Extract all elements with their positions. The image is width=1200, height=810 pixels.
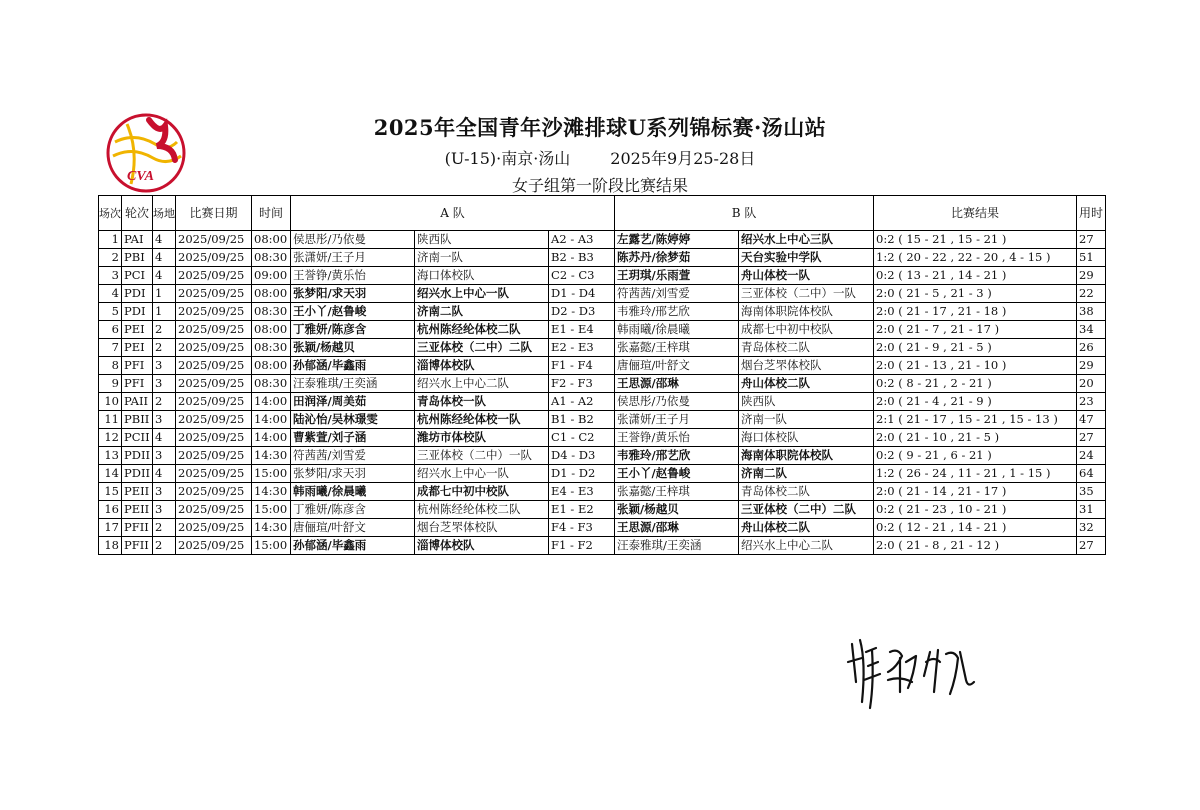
cell-team-a-name: 绍兴水上中心一队	[415, 285, 549, 303]
cell-team-a-name: 三亚体校（二中）一队	[415, 447, 549, 465]
cell-group-codes: A2 - A3	[549, 231, 615, 249]
cell-duration: 22	[1077, 285, 1106, 303]
cell-duration: 24	[1077, 447, 1106, 465]
cell-result: 1:2 ( 26 - 24 , 11 - 21 , 1 - 15 )	[874, 465, 1077, 483]
cell-court: 2	[153, 519, 176, 537]
cell-round: PBII	[122, 411, 153, 429]
logo-text: CVA	[127, 169, 154, 184]
cell-duration: 27	[1077, 429, 1106, 447]
cell-date: 2025/09/25	[176, 447, 252, 465]
cell-round: PEII	[122, 501, 153, 519]
cell-date: 2025/09/25	[176, 375, 252, 393]
col-date-header: 比赛日期	[176, 196, 252, 231]
table-row	[99, 483, 1106, 501]
cell-match-no: 2	[99, 249, 122, 267]
cell-group-codes: F1 - F2	[549, 537, 615, 555]
cell-date: 2025/09/25	[176, 483, 252, 501]
cell-duration: 20	[1077, 375, 1106, 393]
cell-group-codes: D1 - D4	[549, 285, 615, 303]
cell-court: 4	[153, 429, 176, 447]
cell-court: 1	[153, 285, 176, 303]
table-row	[99, 357, 1106, 375]
cell-duration: 34	[1077, 321, 1106, 339]
cell-duration: 27	[1077, 537, 1106, 555]
cell-team-b-name: 济南一队	[739, 411, 874, 429]
cell-team-a-players: 张梦阳/求天羽	[291, 285, 415, 303]
cell-team-b-players: 张嘉懿/王梓琪	[615, 483, 739, 501]
cell-result: 2:0 ( 21 - 10 , 21 - 5 )	[874, 429, 1077, 447]
table-row	[99, 321, 1106, 339]
table-row	[99, 267, 1106, 285]
cell-team-b-name: 舟山体校一队	[739, 267, 874, 285]
cell-group-codes: F1 - F4	[549, 357, 615, 375]
cell-time: 15:00	[252, 501, 291, 519]
cell-round: PAII	[122, 393, 153, 411]
cell-round: PDI	[122, 303, 153, 321]
col-duration-header: 用时	[1077, 196, 1106, 231]
cell-court: 2	[153, 393, 176, 411]
cell-team-a-players: 孙郁涵/毕鑫雨	[291, 537, 415, 555]
cell-match-no: 5	[99, 303, 122, 321]
cell-time: 08:30	[252, 375, 291, 393]
table-row	[99, 231, 1106, 249]
cell-team-a-name: 成都七中初中校队	[415, 483, 549, 501]
cell-round: PFI	[122, 375, 153, 393]
cell-result: 2:0 ( 21 - 13 , 21 - 10 )	[874, 357, 1077, 375]
cell-date: 2025/09/25	[176, 231, 252, 249]
cell-team-a-name: 杭州陈经纶体校二队	[415, 321, 549, 339]
cell-round: PAI	[122, 231, 153, 249]
cell-team-a-players: 孙郁涵/毕鑫雨	[291, 357, 415, 375]
cell-result: 0:2 ( 9 - 21 , 6 - 21 )	[874, 447, 1077, 465]
cell-time: 08:30	[252, 249, 291, 267]
cell-team-b-name: 三亚体校（二中）一队	[739, 285, 874, 303]
table-row	[99, 285, 1106, 303]
cell-date: 2025/09/25	[176, 411, 252, 429]
cell-team-a-name: 陕西队	[415, 231, 549, 249]
cell-round: PEI	[122, 339, 153, 357]
cell-result: 2:0 ( 21 - 4 , 21 - 9 )	[874, 393, 1077, 411]
cell-court: 3	[153, 357, 176, 375]
table-row	[99, 249, 1106, 267]
cell-date: 2025/09/25	[176, 429, 252, 447]
cell-duration: 51	[1077, 249, 1106, 267]
cell-duration: 27	[1077, 231, 1106, 249]
cell-duration: 26	[1077, 339, 1106, 357]
cell-court: 2	[153, 321, 176, 339]
cell-team-b-players: 王思源/邵琳	[615, 375, 739, 393]
table-row	[99, 537, 1106, 555]
cell-result: 0:2 ( 15 - 21 , 15 - 21 )	[874, 231, 1077, 249]
cell-group-codes: E1 - E2	[549, 501, 615, 519]
cell-team-b-name: 陕西队	[739, 393, 874, 411]
cell-date: 2025/09/25	[176, 357, 252, 375]
cell-result: 0:2 ( 13 - 21 , 14 - 21 )	[874, 267, 1077, 285]
cell-team-a-players: 侯思彤/乃依曼	[291, 231, 415, 249]
cell-duration: 31	[1077, 501, 1106, 519]
cell-time: 08:00	[252, 231, 291, 249]
cell-round: PCII	[122, 429, 153, 447]
cell-match-no: 3	[99, 267, 122, 285]
cell-team-a-name: 烟台芝罘体校队	[415, 519, 549, 537]
cell-group-codes: B1 - B2	[549, 411, 615, 429]
cell-group-codes: D1 - D2	[549, 465, 615, 483]
table-row	[99, 393, 1106, 411]
cell-team-b-name: 青岛体校二队	[739, 483, 874, 501]
cell-match-no: 9	[99, 375, 122, 393]
cell-team-b-players: 张潇妍/王子月	[615, 411, 739, 429]
cell-team-a-name: 杭州陈经纶体校一队	[415, 411, 549, 429]
cell-duration: 29	[1077, 267, 1106, 285]
section-title: 女子组第一阶段比赛结果	[511, 176, 688, 195]
cell-result: 2:1 ( 21 - 17 , 15 - 21 , 15 - 13 )	[874, 411, 1077, 429]
cell-time: 14:30	[252, 519, 291, 537]
cell-team-b-name: 成都七中初中校队	[739, 321, 874, 339]
cell-court: 3	[153, 483, 176, 501]
cell-match-no: 7	[99, 339, 122, 357]
cell-time: 09:00	[252, 267, 291, 285]
cell-team-a-name: 杭州陈经纶体校二队	[415, 501, 549, 519]
cell-match-no: 13	[99, 447, 122, 465]
cell-time: 08:30	[252, 303, 291, 321]
cell-date: 2025/09/25	[176, 285, 252, 303]
cell-team-b-name: 烟台芝罘体校队	[739, 357, 874, 375]
table-header-row	[99, 196, 1106, 231]
cell-group-codes: E2 - E3	[549, 339, 615, 357]
cell-round: PDII	[122, 447, 153, 465]
cell-team-b-players: 汪泰雅琪/王奕涵	[615, 537, 739, 555]
cell-match-no: 17	[99, 519, 122, 537]
cell-court: 4	[153, 267, 176, 285]
cell-date: 2025/09/25	[176, 321, 252, 339]
cell-team-b-players: 王思源/邵琳	[615, 519, 739, 537]
cell-duration: 23	[1077, 393, 1106, 411]
cell-time: 14:00	[252, 429, 291, 447]
cell-result: 2:0 ( 21 - 17 , 21 - 18 )	[874, 303, 1077, 321]
col-court-header: 场地	[153, 196, 176, 231]
cell-team-b-name: 舟山体校二队	[739, 375, 874, 393]
cell-group-codes: E4 - E3	[549, 483, 615, 501]
cell-result: 1:2 ( 20 - 22 , 22 - 20 , 4 - 15 )	[874, 249, 1077, 267]
table-row	[99, 519, 1106, 537]
cell-time: 14:30	[252, 483, 291, 501]
cell-match-no: 10	[99, 393, 122, 411]
col-round-header: 轮次	[122, 196, 153, 231]
cell-match-no: 11	[99, 411, 122, 429]
cell-result: 2:0 ( 21 - 9 , 21 - 5 )	[874, 339, 1077, 357]
col-result-header: 比赛结果	[874, 196, 1077, 231]
cell-team-b-players: 韩雨曦/徐晨曦	[615, 321, 739, 339]
table-row	[99, 429, 1106, 447]
cell-team-a-players: 张颖/杨越贝	[291, 339, 415, 357]
cell-court: 4	[153, 465, 176, 483]
cell-court: 1	[153, 303, 176, 321]
cell-team-a-players: 丁雅妍/陈彦含	[291, 321, 415, 339]
cell-team-b-name: 舟山体校二队	[739, 519, 874, 537]
cell-team-a-name: 三亚体校（二中）二队	[415, 339, 549, 357]
cell-match-no: 18	[99, 537, 122, 555]
cell-round: PEI	[122, 321, 153, 339]
cell-result: 2:0 ( 21 - 14 , 21 - 17 )	[874, 483, 1077, 501]
cell-team-a-players: 田润泽/周美茹	[291, 393, 415, 411]
cell-time: 08:00	[252, 321, 291, 339]
results-table	[98, 195, 1106, 555]
cell-group-codes: D2 - D3	[549, 303, 615, 321]
cell-match-no: 6	[99, 321, 122, 339]
cell-court: 2	[153, 339, 176, 357]
cell-team-b-players: 侯思彤/乃依曼	[615, 393, 739, 411]
cell-date: 2025/09/25	[176, 339, 252, 357]
cell-match-no: 4	[99, 285, 122, 303]
cell-court: 2	[153, 537, 176, 555]
col-team-b-header: B 队	[615, 196, 874, 231]
cell-date: 2025/09/25	[176, 267, 252, 285]
cell-team-b-name: 青岛体校二队	[739, 339, 874, 357]
cell-team-b-players: 左露艺/陈婷婷	[615, 231, 739, 249]
cell-team-b-players: 韦雅玲/邢艺欣	[615, 303, 739, 321]
cell-team-b-name: 海口体校队	[739, 429, 874, 447]
cell-date: 2025/09/25	[176, 537, 252, 555]
cell-team-a-name: 绍兴水上中心一队	[415, 465, 549, 483]
cell-team-a-players: 曹紫萱/刘子涵	[291, 429, 415, 447]
cell-time: 08:00	[252, 357, 291, 375]
cell-team-b-name: 济南二队	[739, 465, 874, 483]
cell-team-a-name: 济南一队	[415, 249, 549, 267]
cell-team-a-players: 丁雅妍/陈彦含	[291, 501, 415, 519]
cell-team-a-players: 王小丫/赵鲁峻	[291, 303, 415, 321]
cell-team-a-players: 唐俪瑄/叶舒文	[291, 519, 415, 537]
cell-duration: 47	[1077, 411, 1106, 429]
cell-match-no: 15	[99, 483, 122, 501]
cell-date: 2025/09/25	[176, 249, 252, 267]
cell-team-b-name: 天台实验中学队	[739, 249, 874, 267]
cell-team-b-name: 海南体职院体校队	[739, 303, 874, 321]
cell-court: 4	[153, 231, 176, 249]
cell-result: 2:0 ( 21 - 5 , 21 - 3 )	[874, 285, 1077, 303]
cell-duration: 35	[1077, 483, 1106, 501]
cell-group-codes: F2 - F3	[549, 375, 615, 393]
cell-team-b-players: 王誉铮/黄乐怡	[615, 429, 739, 447]
page-subtitle	[300, 146, 900, 169]
cell-match-no: 8	[99, 357, 122, 375]
cell-team-a-players: 张潇妍/王子月	[291, 249, 415, 267]
cell-duration: 29	[1077, 357, 1106, 375]
cell-time: 14:00	[252, 393, 291, 411]
cell-team-a-name: 淄博体校队	[415, 357, 549, 375]
table-row	[99, 447, 1106, 465]
cell-date: 2025/09/25	[176, 519, 252, 537]
cell-court: 3	[153, 411, 176, 429]
table-row	[99, 339, 1106, 357]
cell-team-a-players: 王誉铮/黄乐怡	[291, 267, 415, 285]
cell-court: 3	[153, 375, 176, 393]
cell-match-no: 16	[99, 501, 122, 519]
cell-team-b-name: 绍兴水上中心三队	[739, 231, 874, 249]
cell-group-codes: C2 - C3	[549, 267, 615, 285]
cell-round: PDII	[122, 465, 153, 483]
cell-result: 0:2 ( 21 - 23 , 10 - 21 )	[874, 501, 1077, 519]
cell-date: 2025/09/25	[176, 465, 252, 483]
cell-round: PBI	[122, 249, 153, 267]
cell-match-no: 12	[99, 429, 122, 447]
cell-team-a-name: 济南二队	[415, 303, 549, 321]
cell-date: 2025/09/25	[176, 501, 252, 519]
cell-result: 2:0 ( 21 - 7 , 21 - 17 )	[874, 321, 1077, 339]
cell-team-a-name: 潍坊市体校队	[415, 429, 549, 447]
cell-round: PFII	[122, 537, 153, 555]
table-row	[99, 411, 1106, 429]
cell-round: PCI	[122, 267, 153, 285]
subtitle-dates: 2025年9月25-28日	[610, 149, 756, 168]
subtitle-age-location: (U-15)·南京·汤山	[444, 149, 571, 168]
table-row	[99, 375, 1106, 393]
cell-team-b-players: 王玥琪/乐雨萱	[615, 267, 739, 285]
cell-team-b-players: 张嘉懿/王梓琪	[615, 339, 739, 357]
cell-team-a-players: 张梦阳/求天羽	[291, 465, 415, 483]
table-row	[99, 501, 1106, 519]
col-time-header: 时间	[252, 196, 291, 231]
cell-result: 0:2 ( 8 - 21 , 2 - 21 )	[874, 375, 1077, 393]
cell-team-a-name: 青岛体校一队	[415, 393, 549, 411]
cell-duration: 38	[1077, 303, 1106, 321]
cell-duration: 64	[1077, 465, 1106, 483]
cell-match-no: 14	[99, 465, 122, 483]
cell-team-a-players: 汪泰雅琪/王奕涵	[291, 375, 415, 393]
cell-team-a-name: 淄博体校队	[415, 537, 549, 555]
cell-team-b-name: 绍兴水上中心二队	[739, 537, 874, 555]
cell-time: 14:30	[252, 447, 291, 465]
cell-court: 4	[153, 249, 176, 267]
cell-date: 2025/09/25	[176, 393, 252, 411]
cell-court: 3	[153, 501, 176, 519]
signature	[842, 622, 982, 712]
cell-team-b-name: 海南体职院体校队	[739, 447, 874, 465]
col-no-header: 场次	[99, 196, 122, 231]
cell-team-a-players: 符茜茜/刘雪爱	[291, 447, 415, 465]
cva-logo	[105, 112, 187, 194]
cell-time: 14:00	[252, 411, 291, 429]
cell-round: PFII	[122, 519, 153, 537]
cell-duration: 32	[1077, 519, 1106, 537]
cell-group-codes: C1 - C2	[549, 429, 615, 447]
cell-team-a-name: 绍兴水上中心二队	[415, 375, 549, 393]
cell-result: 2:0 ( 21 - 8 , 21 - 12 )	[874, 537, 1077, 555]
cell-team-b-players: 唐俪瑄/叶舒文	[615, 357, 739, 375]
cell-team-b-players: 王小丫/赵鲁峻	[615, 465, 739, 483]
cell-round: PFI	[122, 357, 153, 375]
cell-result: 0:2 ( 12 - 21 , 14 - 21 )	[874, 519, 1077, 537]
cell-team-b-players: 张颖/杨越贝	[615, 501, 739, 519]
cell-team-a-players: 陆沁怡/吴林璟雯	[291, 411, 415, 429]
cell-group-codes: D4 - D3	[549, 447, 615, 465]
cell-team-b-players: 韦雅玲/邢艺欣	[615, 447, 739, 465]
cell-group-codes: B2 - B3	[549, 249, 615, 267]
cell-group-codes: F4 - F3	[549, 519, 615, 537]
page-title: 2025年全国青年沙滩排球U系列锦标赛·汤山站	[373, 115, 827, 140]
cell-round: PDI	[122, 285, 153, 303]
cell-match-no: 1	[99, 231, 122, 249]
cell-court: 3	[153, 447, 176, 465]
cell-time: 08:30	[252, 339, 291, 357]
cell-team-b-players: 符茜茜/刘雪爱	[615, 285, 739, 303]
cell-team-a-name: 海口体校队	[415, 267, 549, 285]
table-row	[99, 465, 1106, 483]
cell-time: 15:00	[252, 465, 291, 483]
cell-time: 15:00	[252, 537, 291, 555]
cell-time: 08:00	[252, 285, 291, 303]
cell-date: 2025/09/25	[176, 303, 252, 321]
cell-team-b-players: 陈苏丹/徐梦茹	[615, 249, 739, 267]
cell-round: PEII	[122, 483, 153, 501]
col-team-a-header: A 队	[291, 196, 615, 231]
cell-team-a-players: 韩雨曦/徐晨曦	[291, 483, 415, 501]
table-row	[99, 303, 1106, 321]
cell-team-b-name: 三亚体校（二中）二队	[739, 501, 874, 519]
cell-group-codes: A1 - A2	[549, 393, 615, 411]
cell-group-codes: E1 - E4	[549, 321, 615, 339]
